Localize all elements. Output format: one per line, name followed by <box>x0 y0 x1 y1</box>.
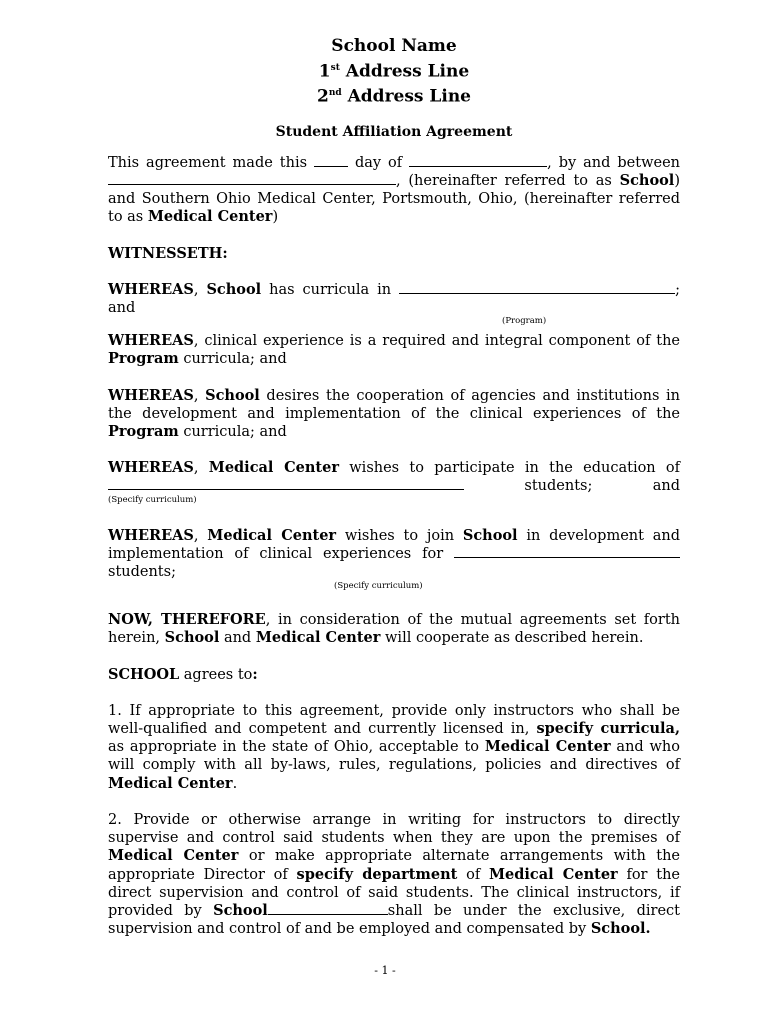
month-blank[interactable] <box>409 154 547 167</box>
curriculum-note-1: (Specify curriculum) <box>108 494 197 505</box>
page-number: - 1 - <box>374 964 396 977</box>
program-note: (Program) <box>502 316 547 327</box>
program-blank[interactable] <box>399 281 675 294</box>
party-blank[interactable] <box>108 172 396 185</box>
school-blank[interactable] <box>268 902 388 915</box>
curriculum-blank-2[interactable] <box>454 545 680 558</box>
whereas-2: WHEREAS, clinical experience is a required and integral component of the Program curricula; and <box>108 332 680 368</box>
curriculum-note-2: (Specify curriculum) <box>334 581 423 592</box>
item-2: 2. Provide or otherwise arrange in writing for instructors to directly supervise and control said students when they are upon the premises of Medical Center or make appropriate alternate arrangements with the appropriate Director of specify department of Medical Center for the direct supervision and control of said students. The clinical instructors, if provided by School shall be under the exclusive, direct supervision and control of and be employed and compensated by School. <box>108 811 681 938</box>
day-blank[interactable] <box>314 154 348 167</box>
address-line-1: 1st Address Line <box>318 61 470 82</box>
item-1: 1. If appropriate to this agreement, provide only instructors who shall be well-qualified and competent and currently licensed in, specify curricula, as appropriate in the state of Ohio, acceptable to Medical Center and who will comply with all by-laws, rules, regulations, policies and directives of Medical Center. <box>108 702 680 792</box>
whereas-1: WHEREAS, School has curricula in ; and <box>108 280 680 317</box>
address-line-2: 2nd Address Line <box>317 86 471 107</box>
whereas-5: WHEREAS, Medical Center wishes to join School in development and implementation of clinical experiences for students; <box>108 526 681 581</box>
document-title: Student Affiliation Agreement <box>275 123 513 140</box>
curriculum-blank-1[interactable] <box>108 477 464 490</box>
school-name: School Name <box>331 36 457 56</box>
now-therefore: NOW, THEREFORE, in consideration of the mutual agreements set forth herein, School and Medical Center will cooperate as described herein. <box>108 611 681 647</box>
document-page <box>108 36 680 938</box>
school-agrees-heading: SCHOOL agrees to: <box>108 665 258 683</box>
witnesseth-heading: WITNESSETH: <box>108 244 228 262</box>
intro-paragraph: This agreement made this day of , by and between , (hereinafter referred to as School) and Southern Ohio Medical Center, Portsmouth, Ohio, (hereinafter referred to as Medical Center) <box>108 154 681 226</box>
whereas-4: WHEREAS, Medical Center wishes to participate in the education of students; and <box>108 459 681 495</box>
whereas-3: WHEREAS, School desires the cooperation of agencies and institutions in the development and implementation of the clinical experiences of the Program curricula; and <box>108 386 680 441</box>
